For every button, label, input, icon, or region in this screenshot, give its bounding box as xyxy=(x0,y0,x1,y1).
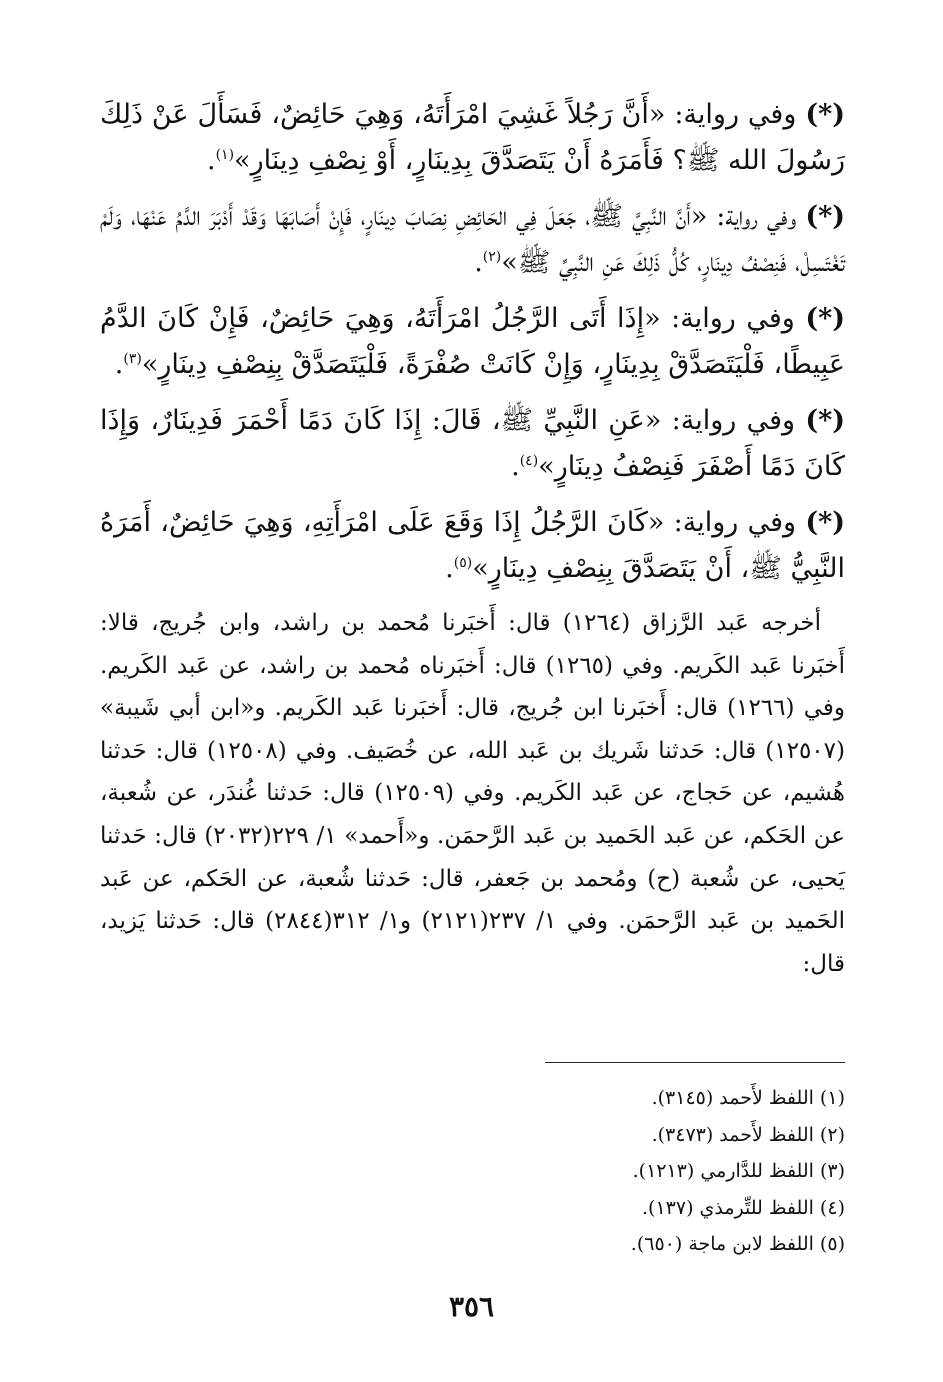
footnote-separator xyxy=(545,1062,845,1063)
narration-text: وفي رواية: «إِذَا أَتَى الرَّجُلُ امْرَأَتَهُ، وَهِيَ حَائِضٌ، فَإِنْ كَانَ الدَّمُ عَبِيطًا، فَلْيَتَصَدَّقْ بِدِينَارٍ، وَإِنْ كَانَتْ صُفْرَةً، فَلْيَتَصَدَّقْ بِنِصْفِ دِينَارٍ» xyxy=(100,303,845,380)
narration-text: وفي رواية: «عَنِ النَّبِيِّ ﷺ، قَالَ: إِذَا كَانَ دَمًا أَحْمَرَ فَدِينَارٌ، وَإِذَا كَانَ دَمًا أَصْفَرَ فَنِصْفُ دِينَارٍ» xyxy=(100,405,845,482)
narration-text: وفي رواية: «كَانَ الرَّجُلُ إِذَا وَقَعَ عَلَى امْرَأَتِهِ، وَهِيَ حَائِضٌ، أَمَرَهُ النَّبِيُّ ﷺ، أَنْ يَتَصَدَّقَ بِنِصْفِ دِينَارٍ» xyxy=(100,507,845,584)
footnote-ref: (٥) xyxy=(453,555,473,571)
footnote-ref: (٢) xyxy=(482,249,502,265)
narration-marker: (*) xyxy=(805,405,845,436)
footnotes-list xyxy=(100,1080,845,1263)
narration-marker: (*) xyxy=(805,201,845,232)
narration-marker: (*) xyxy=(805,99,845,130)
footnote-ref: (١) xyxy=(215,147,235,163)
narration-marker: (*) xyxy=(805,303,845,334)
footnote: (٣) اللفظ للدَّارمي (١٢١٣). xyxy=(632,1160,845,1182)
hadith-narration: (*) وفي رواية: «عَنِ النَّبِيِّ ﷺ، قَالَ: إِذَا كَانَ دَمًا أَحْمَرَ فَدِينَارٌ، وَإِذَا كَانَ دَمًا أَصْفَرَ فَنِصْفُ دِينَارٍ»$^{(٤)}$. xyxy=(100,405,845,482)
footnote: (٢) اللفظ لأَحمد (٣٤٧٣). xyxy=(651,1123,845,1146)
footnote: (٤) اللفظ للتِّرمذي (١٣٧). xyxy=(642,1196,845,1219)
page-number: ٣٥٦ xyxy=(448,1290,495,1323)
hadith-narration: (*) وفي رواية: «إِذَا أَتَى الرَّجُلُ امْرَأَتَهُ، وَهِيَ حَائِضٌ، فَإِنْ كَانَ الدَّمُ عَبِيطًا، فَلْيَتَصَدَّقْ بِدِينَارٍ، وَإِنْ كَانَتْ صُفْرَةً، فَلْيَتَصَدَّقْ بِنِصْفِ دِينَارٍ»$^{(٣)}$. xyxy=(100,303,845,380)
footnote-ref: (٣) xyxy=(123,351,142,367)
hadith-narration: (*) وفي رواية: «أَنَّ النَّبِيَّ ﷺ، جَعَلَ فِي الحَائِضِ نِصَابَ دِينَارٍ، فَإِنْ أَصَابَهَا وَقَدْ أَدْبَرَ الدَّمُ عَنْهَا، وَلَمْ تَغْتَسِلْ، فَنِصْفُ دِينَارٍ، كُلُّ ذَلِكَ عَنِ النَّبِيِّ ﷺ»$^{(٢)}$. xyxy=(100,201,845,278)
narration-text: وفي رواية: «أَنَّ رَجُلاً غَشِيَ امْرَأَتَهُ، وَهِيَ حَائِضٌ، فَسَأَلَ عَنْ ذَلِكَ رَسُولَ الله ﷺ؟ فَأَمَرَهُ أَنْ يَتَصَدَّقَ بِدِينَارٍ، أَوْ نِصْفِ دِينَارٍ» xyxy=(100,99,845,176)
narration-marker: (*) xyxy=(805,507,845,538)
hadith-narration: (*) وفي رواية: «أَنَّ رَجُلاً غَشِيَ امْرَأَتَهُ، وَهِيَ حَائِضٌ، فَسَأَلَ عَنْ ذَلِكَ رَسُولَ الله ﷺ؟ فَأَمَرَهُ أَنْ يَتَصَدَّقَ بِدِينَارٍ، أَوْ نِصْفِ دِينَارٍ»$^{(١)}$. xyxy=(100,99,845,176)
hadith-narration: (*) وفي رواية: «كَانَ الرَّجُلُ إِذَا وَقَعَ عَلَى امْرَأَتِهِ، وَهِيَ حَائِضٌ، أَمَرَهُ النَّبِيُّ ﷺ، أَنْ يَتَصَدَّقَ بِنِصْفِ دِينَارٍ»$^{(٥)}$. xyxy=(100,507,845,584)
takhrij-paragraph: أخرجه عَبد الرَّزاق (١٢٦٤) قال: أَخبَرنا مُحمد بن راشد، وابن جُريج، قالا: أَخبَرنا عَبد الكَريم. وفي (١٢٦٥) قال: أَخبَرناه مُحمد بن راشد، عن عَبد الكَريم. وفي (١٢٦٦) قال: أَخبَرنا ابن جُريج، قال: أَخبَرنا عَبد الكَريم. و«ابن أبي شَيبة» (١٢٥٠٧) قال: حَدثنا شَريك بن عَبد الله، عن خُصَيف. وفي (١٢٥٠٨) قال: حَدثنا هُشيم، عن حَجاج، عن عَبد الكَريم. وفي (١٢٥٠٩) قال: حَدثنا غُندَر، عن شُعبة، عن الحَكم، عن عَبد الحَميد بن عَبد الرَّحمَن. و«أَحمد» ١/ ٢٢٩(٢٠٣٢) قال: حَدثنا يَحيى، عن شُعبة (ح) ومُحمد بن جَعفر، قال: حَدثنا شُعبة، عن الحَكم، عن عَبد الحَميد بن عَبد الرَّحمَن. وفي ١/ ٢٣٧(٢١٢١) و١/ ٣١٢(٢٨٤٤) قال: حَدثنا يَزيد، قال: xyxy=(100,610,846,977)
footnote: (٥) اللفظ لابن ماجة (٦٥٠). xyxy=(630,1233,845,1255)
footnote-ref: (٤) xyxy=(519,453,539,469)
footnote: (١) اللفظ لأَحمد (٣١٤٥). xyxy=(651,1087,845,1109)
narration-text: وفي رواية: «أَنَّ النَّبِيَّ ﷺ، جَعَلَ فِي الحَائِضِ نِصَابَ دِينَارٍ، فَإِنْ أَصَابَهَا وَقَدْ أَدْبَرَ الدَّمُ عَنْهَا، وَلَمْ تَغْتَسِلْ، فَنِصْفُ دِينَارٍ، كُلُّ ذَلِكَ عَنِ النَّبِيِّ ﷺ» xyxy=(100,201,845,278)
main-text xyxy=(100,92,845,985)
